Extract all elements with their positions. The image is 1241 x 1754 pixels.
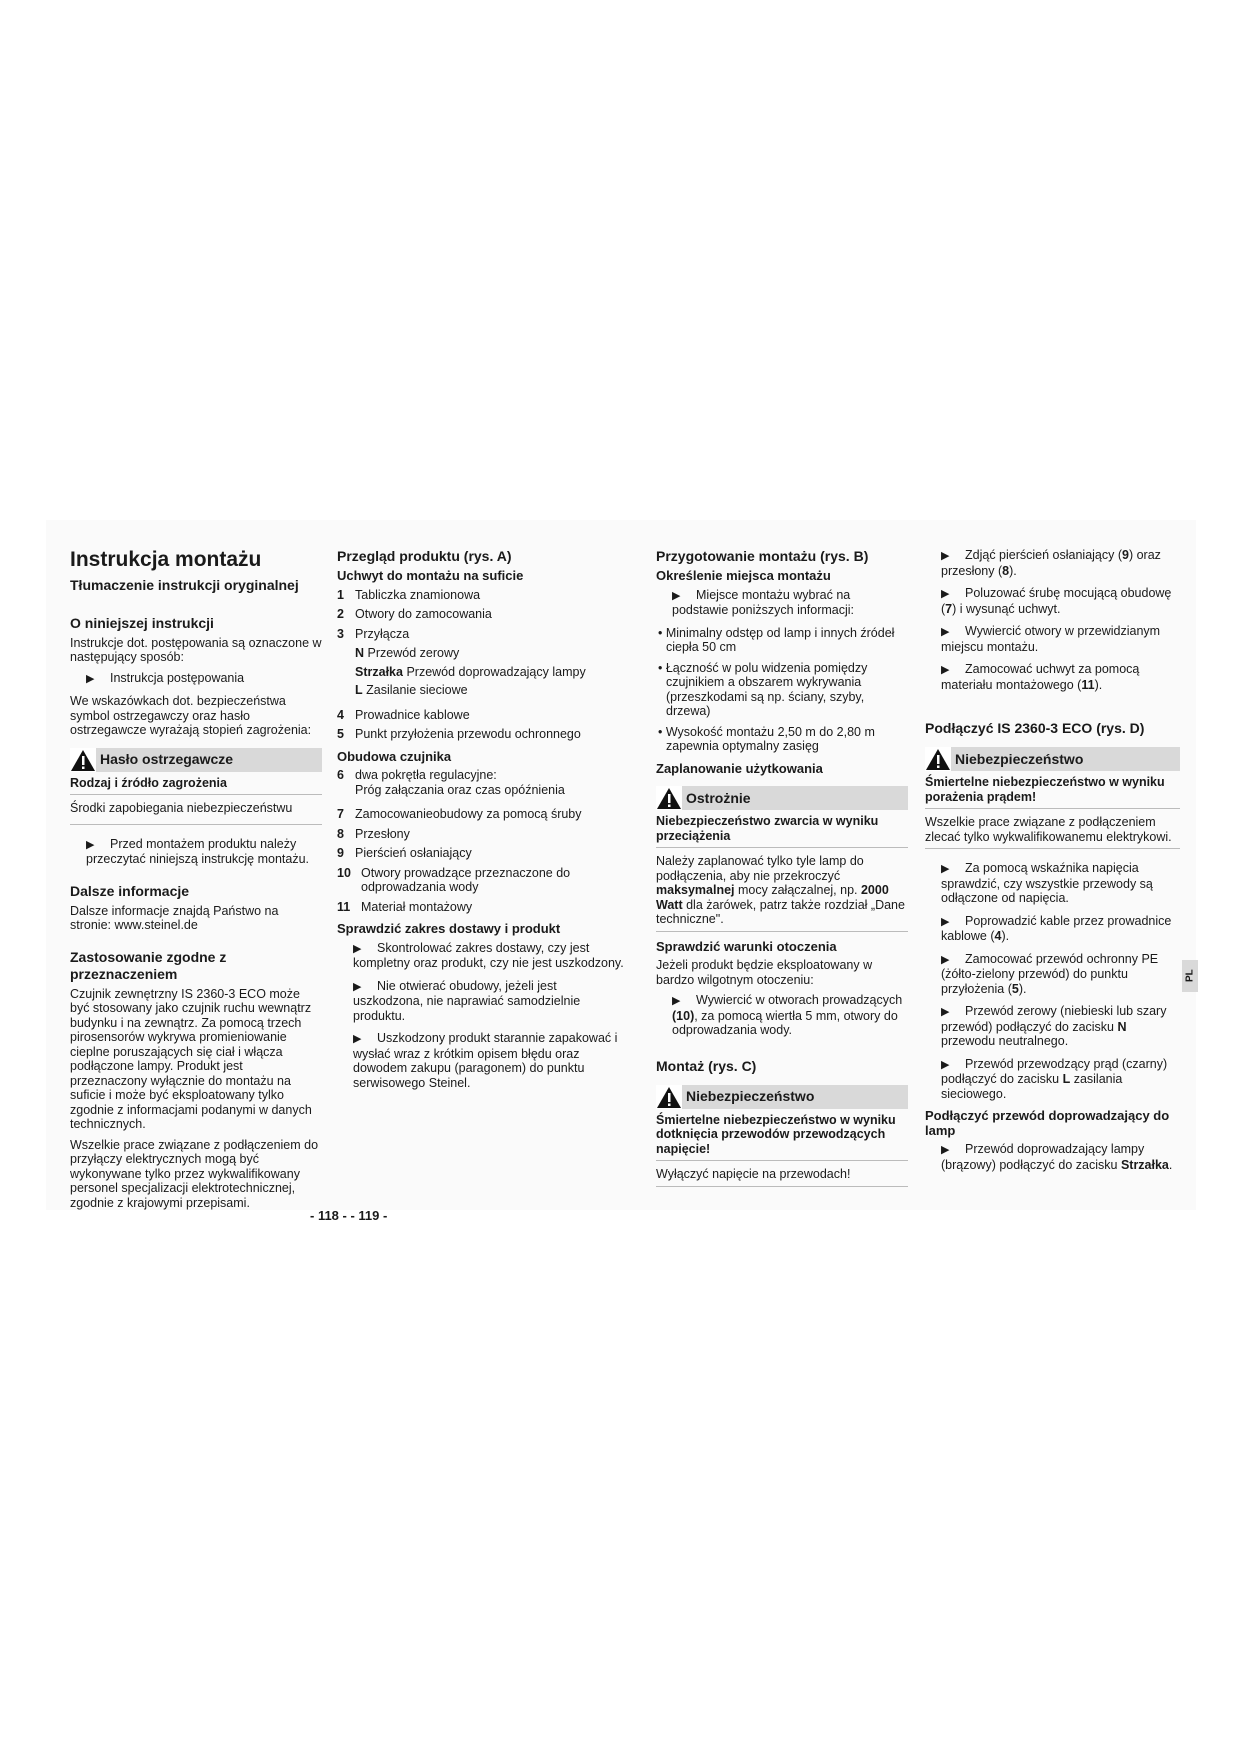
housing-heading: Obudowa czujnika — [337, 748, 452, 764]
mount-step: ▶ Zdjąć pierścień osłaniający (9) oraz przesłony (8). — [941, 548, 1161, 578]
warning-triangle-icon — [656, 1085, 682, 1109]
connect-step: ▶ Przewód zerowy (niebieski lub szary przewód) podłączyć do zacisku N przewodu neutralnego. — [941, 1004, 1167, 1048]
triangle-right-icon: ▶ — [86, 838, 95, 851]
connect-step: ▶ Poprowadzić kable przez prowadnice kablowe (4). — [941, 913, 1172, 943]
danger-title: Śmiertelne niebezpieczeństwo w wyniku dotknięcia przewodów przewodzących napięcie! — [656, 1113, 908, 1162]
page-subtitle: Tłumaczenie instrukcji oryginalnej — [70, 577, 299, 593]
page-numbers: - 118 - - 119 - — [310, 1208, 388, 1223]
caution-title: Niebezpieczeństwo zwarcia w wyniku przeciążenia — [656, 814, 908, 848]
list-item: 6 dwa pokrętła regulacyjne: — [337, 768, 497, 782]
triangle-right-icon: ▶ — [941, 953, 950, 966]
overview-heading: Przegląd produktu (rys. A) — [337, 548, 512, 564]
terminal-n: N Przewód zerowy — [355, 646, 460, 660]
env-heading: Sprawdzić warunki otoczenia — [656, 938, 837, 954]
check-heading: Sprawdzić zakres dostawy i produkt — [337, 921, 561, 936]
intended-use-heading: Zastosowanie zgodne z przeznaczeniem — [70, 948, 227, 982]
intended-use-text-2: Wszelkie prace związane z podłączeniem do przyłączy elektrycznych mogą być wykonywane tylko przez wykwalifikowany personel specjalizacji elektrotechnicznej, zgodnie z krajowymi przepisami. — [70, 1137, 319, 1210]
triangle-right-icon: ▶ — [941, 664, 950, 676]
safety-text: We wskazówkach dot. bezpieczeństwa symbol ostrzegawczy oraz hasło ostrzegawcze wyrażają stopień zagrożenia: — [70, 694, 312, 737]
warning-triangle-icon — [925, 747, 951, 771]
triangle-right-icon: ▶ — [353, 942, 362, 955]
env-text: Jeżeli produkt będzie eksploatowany w bardzo wilgotnym otoczeniu: — [656, 958, 873, 987]
place-step: ▶ Miejsce montażu wybrać na podstawie poniższych informacji: — [672, 587, 855, 617]
housing-list — [337, 768, 625, 914]
place-heading: Określenie miejsca montażu — [656, 568, 831, 583]
lamp-heading: Podłączyć przewód doprowadzający do lamp — [925, 1108, 1170, 1138]
triangle-right-icon: ▶ — [941, 1144, 950, 1156]
check-step: ▶ Skontrolować zakres dostawy, czy jest kompletny oraz produkt, czy nie jest uszkodzony. — [353, 940, 624, 970]
warning-triangle-icon — [70, 748, 96, 772]
more-info-heading: Dalsze informacje — [70, 882, 190, 899]
env-step: ▶ Wywiercić w otworach prowadzących (10), za pomocą wiertła 5 mm, otwory do odprowadzania wody. — [672, 993, 903, 1037]
warning-type: Rodzaj i źródło zagrożenia — [70, 776, 322, 796]
triangle-right-icon: ▶ — [941, 626, 950, 638]
plan-heading: Zaplanowanie użytkowania — [656, 760, 823, 776]
triangle-right-icon: ▶ — [941, 863, 950, 875]
mount-step: ▶ Poluzować śrubę mocującą obudowę (7) i wysunąć uchwyt. — [941, 586, 1172, 616]
list-item: 8 Przesłony — [337, 826, 410, 841]
column-2 — [337, 548, 625, 1098]
connect-heading: Podłączyć IS 2360-3 ECO (rys. D) — [925, 720, 1145, 736]
triangle-right-icon: ▶ — [672, 995, 681, 1007]
triangle-right-icon: ▶ — [353, 1033, 362, 1045]
housing-item6-sub: Próg załączania oraz czas opóźnienia — [355, 782, 565, 797]
intended-use-text-1: Czujnik zewnętrzny IS 2360-3 ECO może być stosowany jako czujnik ruchu wewnątrz budynku i na zewnątrz. Za pomocą trzech pirosensorów wykrywa promieniowanie cieplne poruszających się ciał i włącza podłączone lampy. Produkt jest przeznaczony wyłącznie do montażu na suficie i może być eksploatowany tylko zgodnie z informacjami podanymi w danych technicznych. — [70, 986, 312, 1131]
triangle-right-icon: ▶ — [941, 588, 950, 600]
list-item: 3 Przyłącza — [337, 626, 410, 641]
mount-heading: Montaż (rys. C) — [656, 1057, 757, 1074]
lamp-step: ▶ Przewód doprowadzający lampy (brązowy) podłączyć do zacisku Strzałka. — [941, 1142, 1173, 1172]
triangle-right-icon: ▶ — [941, 1058, 950, 1071]
warning-box: Hasło ostrzegawcze — [70, 748, 322, 772]
caution-text: Należy zaplanować tylko tyle lamp do podłączenia, aby nie przekroczyć maksymalnej mocy załączalnej, np. 2000 Watt dla żarówek, patrz także rozdział „Dane techniczne". — [656, 854, 908, 932]
column-3 — [656, 548, 908, 1193]
holder-heading: Uchwyt do montażu na suficie — [337, 568, 524, 583]
triangle-right-icon: ▶ — [941, 1006, 950, 1018]
warning-step: ▶ Przed montażem produktu należy przeczytać niniejszą instrukcję montażu. — [86, 836, 310, 866]
list-item: 1 Tabliczka znamionowa — [337, 587, 481, 602]
holder-list-2 — [337, 708, 625, 742]
about-text: Instrukcje dot. postępowania są oznaczone w następujący sposób: — [70, 635, 322, 664]
danger-text: Wyłączyć napięcie na przewodach! — [656, 1167, 908, 1187]
list-item: 5 Punkt przyłożenia przewodu ochronnego — [337, 727, 581, 741]
caution-box: Ostrożnie — [656, 786, 908, 810]
list-item: • Łączność w polu widzenia pomiędzy czujnikiem a obszarem wykrywania (przeszkodami są np. ściany, szyby, drzewa) — [658, 660, 868, 718]
connect-step: ▶ Za pomocą wskaźnika napięcia sprawdzić, czy wszystkie przewody są odłączone od napięcia. — [941, 861, 1153, 905]
list-item: 10 Otwory prowadzące przeznaczone do odprowadzania wody — [337, 865, 571, 894]
danger-text: Wszelkie prace związane z podłączeniem zlecać tylko wykwalifikowanemu elektrykowi. — [925, 815, 1180, 849]
list-item: 11 Materiał montażowy — [337, 899, 473, 914]
language-tab: PL — [1182, 960, 1198, 992]
connect-step: ▶ Zamocować przewód ochronny PE (żółto-zielony przewód) do punktu przyłożenia (5). — [941, 951, 1159, 996]
list-item: • Wysokość montażu 2,50 m do 2,80 m zapewnia optymalny zasięg — [658, 724, 875, 753]
warning-measures: Środki zapobiegania niebezpieczeństwu — [70, 801, 322, 825]
about-step: ▶ Instrukcja postępowania — [86, 670, 245, 685]
terminal-arrow: Strzałka Przewód doprowadzający lampy — [355, 664, 586, 679]
triangle-right-icon: ▶ — [86, 672, 95, 685]
mount-step: ▶ Wywiercić otwory w przewidzianym miejscu montażu. — [941, 624, 1161, 654]
list-item: 2 Otwory do zamocowania — [337, 607, 492, 621]
prep-heading: Przygotowanie montażu (rys. B) — [656, 548, 869, 564]
list-item: 4 Prowadnice kablowe — [337, 707, 470, 722]
column-1 — [70, 548, 322, 1216]
danger-box: Niebezpieczeństwo — [656, 1085, 908, 1109]
list-item: • Minimalny odstęp od lamp i innych źródeł ciepła 50 cm — [658, 625, 895, 654]
triangle-right-icon: ▶ — [941, 550, 950, 562]
page-title: Instrukcja montażu — [70, 548, 262, 571]
triangle-right-icon: ▶ — [672, 589, 681, 602]
triangle-right-icon: ▶ — [353, 980, 362, 993]
list-item: 7 Zamocowanieobudowy za pomocą śruby — [337, 807, 582, 821]
holder-list — [337, 588, 625, 642]
check-step: ▶ Uszkodzony produkt starannie zapakować i wysłać wraz z krótkim opisem błędu oraz dowodem zakupu (paragonem) do punktu serwisowego Steinel. — [353, 1031, 618, 1090]
connect-step: ▶ Przewód przewodzący prąd (czarny) podłączyć do zacisku L zasilania sieciowego. — [941, 1056, 1168, 1101]
danger-title: Śmiertelne niebezpieczeństwo w wyniku porażenia prądem! — [925, 775, 1180, 809]
terminal-l: L Zasilanie sieciowe — [355, 683, 468, 697]
list-item: 9 Pierścień osłaniający — [337, 846, 472, 860]
more-info-text: Dalsze informacje znajdą Państwo na stronie: www.steinel.de — [70, 903, 279, 932]
check-step: ▶ Nie otwierać obudowy, jeżeli jest uszkodzona, nie naprawiać samodzielnie produktu. — [353, 978, 581, 1023]
about-heading: O niniejszej instrukcji — [70, 614, 214, 631]
column-4 — [925, 548, 1180, 1180]
triangle-right-icon: ▶ — [941, 915, 950, 928]
warning-triangle-icon — [656, 786, 682, 810]
danger-box: Niebezpieczeństwo — [925, 747, 1180, 771]
mount-step: ▶ Zamocować uchwyt za pomocą materiału montażowego (11). — [941, 662, 1140, 692]
